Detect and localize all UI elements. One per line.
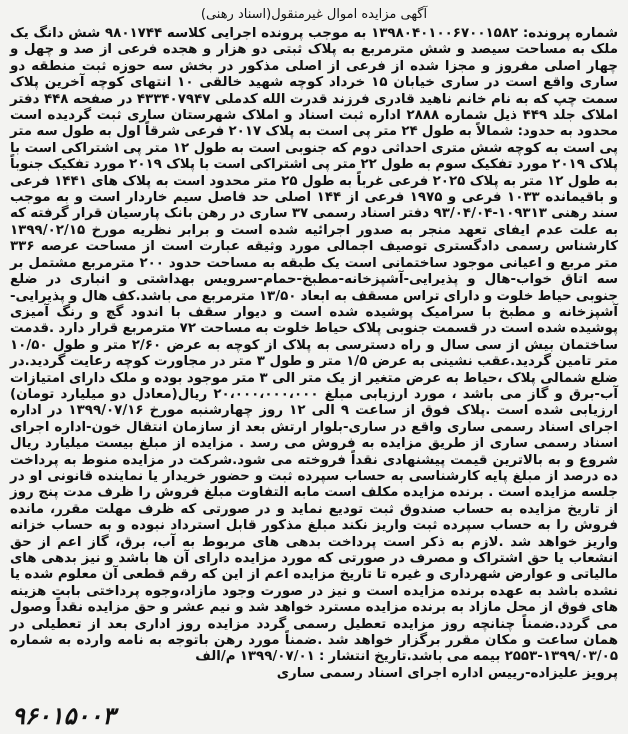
signature-line: پرویز علیزاده-رییس اداره اجرای اسناد رسمی ساری <box>276 665 618 681</box>
notice-footer <box>10 666 618 682</box>
notice-body <box>10 26 618 666</box>
notice-paragraph: شماره پرونده: ۱۳۹۸۰۴۰۱۰۰۶۷۰۰۱۵۸۲ به موجب پرونده اجرایی کلاسه ۹۸۰۱۷۴۴ شش دانگ یک ملک به مساحت سیصد و شش مترمربع به پلاک ثبتی دو هزار و هجده فرعی از صد و چهل و چهار اصلی مفروز و مجزا شده از فرعی از اصلی مذکور در بخش سه حوزه ثبت منطقه دو ساری واقع است در ساری خیابان ۱۵ خرداد کوچه شهید خالقی ۱۰ انتهای کوچه آخرین پلاک سمت چپ که به نام خانم ناهید قادری فرزند قدرت الله کدملی ۴۳۳۴۰۷۹۴۷ در صفحه ۴۴۸ دفتر املاک جلد ۴۴۹ ذیل شماره ۲۸۸۸ اداره ثبت اسناد و املاک شهرستان ساری ثبت گردیده است محدود به حدود: شمالاً به طول ۲۴ متر پی است به پلاک ۲۰۱۷ فرعی شرقاً اول به طول سه متر پی است به کوچه شش متری احداثی دوم که جنوبی است به طول ۱۲ متر پی اشتراکی است با پلاک ۲۰۱۹ مورد تفکیک سوم به طول ۲۲ متر پی اشتراکی است با پلاک ۲۰۱۹ مورد تفکیک جنوباً به طول ۱۲ متر به پلاک ۲۰۲۵ فرعی غرباً به طول ۲۵ متر محدود است به پلاک های ۱۴۴۱ فرعی و باقیمانده ۱۰۳۳ فرعی و ۱۹۷۵ فرعی از ۱۴۴ اصلی حد فاصل سیم خاردار است و به موجب سند رهنی ۱۰۹۳۱۳-۹۳/۰۴/۰۴ دفتر اسناد رسمی ۳۷ ساری در رهن بانک پارسیان قرار گرفته که به علت عدم ایفای تعهد منجر به صدور اجرائیه شده است و برابر نظریه مورخ ۱۳۹۹/۰۲/۱۵ کارشناس رسمی دادگستری توصیف اجمالی مورد وثیقه عبارت است از مساحت عرصه ۳۳۶ متر مربع و اعیانی موجود ساختمانی است یک طبقه به مساحت حدود ۲۰۰ مترمربع مشتمل بر سه اتاق خواب-هال و پذیرایی-آشپزخانه-مطبخ-حمام-سرویس بهداشتی و انباری در ضلع جنوبی حیاط خلوت و دارای تراس مسقف به ابعاد ۱۳/۵۰ مترمربع می باشد.کف هال و پذیرایی-آشپزخانه و مطبخ با سرامیک پوشیده شده است و دیوار سقف با اندود گچ و رنگ آمیزی پوشیده شده است در قسمت جنوبی پلاک حیاط خلوت به مساحت ۷۲ مترمربع قرار دارد .قدمت ساختمان بیش از سی سال و راه دسترسی به پلاک از کوچه به عرض ۲/۶۰ متر و طول ۱۰/۵۰ متر تامین گردید.عقب نشینی به عرض ۱/۵ متر و طول ۳ متر در مجاورت کوچه رعایت گردید.در ضلع شمالی پلاک ،حیاط به عرض متغیر از یک متر الی ۳ متر موجود بوده و ملک دارای امتیازات آب-برق و گاز می باشد ، مورد ارزیابی مبلغ ۲۰،۰۰۰،۰۰۰،۰۰۰ ریال(معادل دو میلیارد تومان) ارزیابی شده است .پلاک فوق از ساعت ۹ الی ۱۲ روز چهارشنبه مورخ ۱۳۹۹/۰۷/۱۶ در اداره اجرای اسناد رسمی ساری واقع در ساری-بلوار ارتش بعد از سازمان انتقال خون-اداره اجرای اسناد رسمی ساری از طریق مزایده به فروش می رسد . مزایده از مبلغ بیست میلیارد ریال شروع و به بالاترین قیمت پیشنهادی نقداً فروخته می شود.شرکت در مزایده منوط به پرداخت ده درصد از مبلغ پایه کارشناسی به حساب سپرده ثبت و حضور خریدار یا نماینده قانونی او در جلسه مزایده است . برنده مزایده مکلف است مابه التفاوت مبلغ فروش را ظرف مدت پنج روز از تاریخ مزایده به حساب صندوق ثبت تودیع نماید و در صورتی که ظرف مهلت مقرر، مانده فروش را به حساب سپرده ثبت واریز نکند مبلغ مذکور قابل استرداد نبوده و به حساب خزانه واریز خواهد شد .لازم به ذکر است پرداخت بدهی های مربوط به آب، برق، گاز اعم از حق انشعاب یا حق اشتراک و مصرف در صورتی که مورد مزایده دارای آن ها باشد و نیز بدهی های مالیاتی و عوارض شهرداری و غیره تا تاریخ مزایده اعم از این که رقم قطعی آن معلوم شده یا نشده باشد به عهده برنده مزایده است و نیز در صورت وجود مازاد،وجوه پرداختی بابت هزینه های فوق از محل مازاد به برنده مزایده مسترد خواهد شد و نیم عشر و حق مزایده نقداً وصول می گردد.ضمناً چنانچه روز مزایده تعطیل رسمی گردد مزایده روز اداری بعد از تعطیلی در همان ساعت و مکان مقرر برگزار خواهد شد .ضمناً مورد رهن باتوجه به نامه وارده به شماره ۱۳۹۹/۰۳/۰۵-۲۵۵۳ بیمه می باشد.تاریخ انتشار : ۱۳۹۹/۰۷/۰۱ م/الف <box>10 26 619 665</box>
notice-title: آگهی مزایده اموال غیرمنقول(اسناد رهنی) <box>200 7 428 22</box>
notice-code: ۹۶۰۱۵۰۰۳ <box>12 701 116 730</box>
